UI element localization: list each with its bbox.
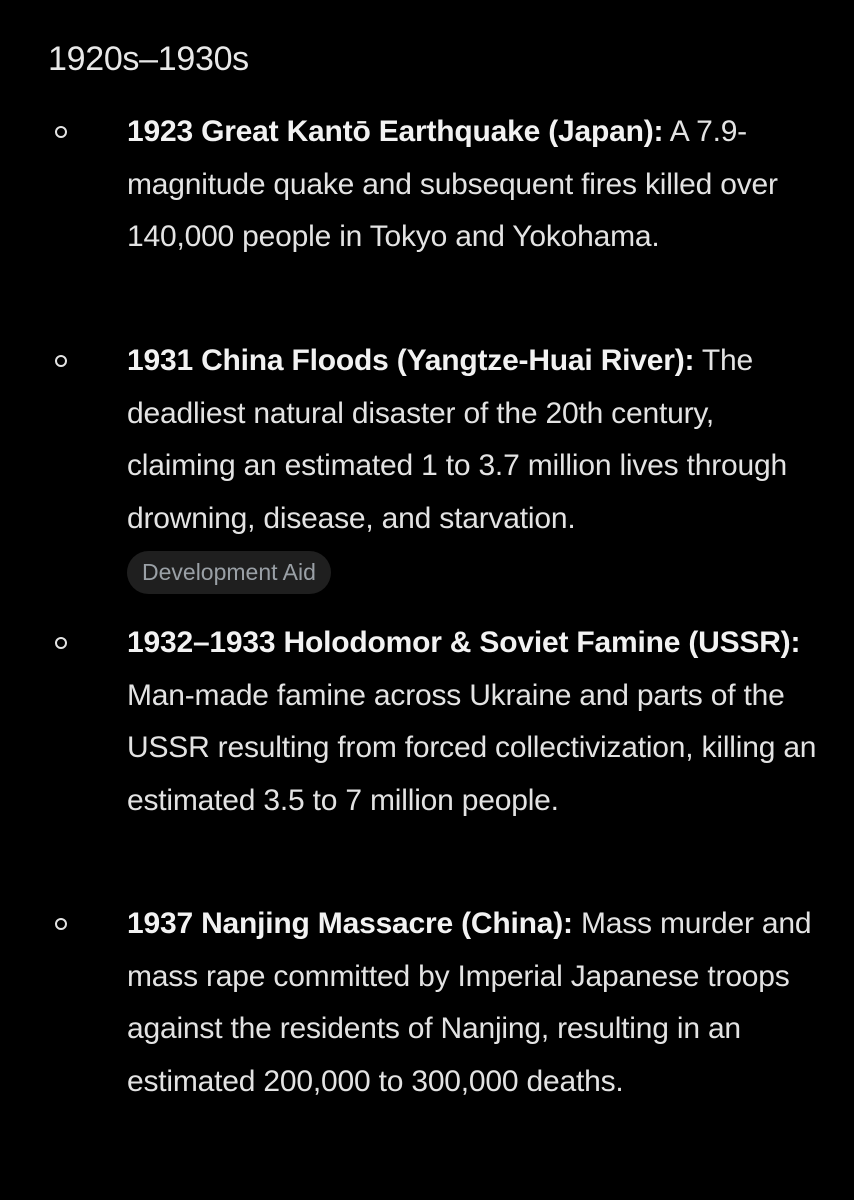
entry-title: 1937 Nanjing Massacre (China): xyxy=(127,907,573,940)
section-heading: 1920s–1930s xyxy=(48,40,249,78)
entry-title: 1932–1933 Holodomor & Soviet Famine (USSR): xyxy=(127,626,801,659)
entry-text xyxy=(127,106,817,264)
entry-body: Man-made famine across Ukraine and parts of the USSR resulting from forced collectivization, killing an estimated 3.5 to 7 million people. xyxy=(127,678,817,817)
entry-title: 1931 China Floods (Yangtze-Huai River): xyxy=(127,344,695,377)
entry-text xyxy=(127,335,817,545)
entry-text xyxy=(127,898,817,1108)
hollow-circle-bullet-icon xyxy=(55,918,67,930)
entry-body: The deadliest natural disaster of the 20th century, claiming an estimated 1 to 3.7 million lives through drowning, disease, and starvation. xyxy=(127,344,787,535)
entry-body: A 7.9-magnitude quake and subsequent fires killed over 140,000 people in Tokyo and Yokohama. xyxy=(127,115,778,253)
hollow-circle-bullet-icon xyxy=(55,637,67,649)
entry-text xyxy=(127,617,817,827)
entry-body: Mass murder and mass rape committed by Imperial Japanese troops against the residents of Nanjing, resulting in an estimated 200,000 to 300,000 deaths. xyxy=(127,907,812,1098)
entry-title: 1923 Great Kantō Earthquake (Japan): xyxy=(127,115,664,148)
hollow-circle-bullet-icon xyxy=(55,126,67,138)
hollow-circle-bullet-icon xyxy=(55,355,67,367)
source-chip-development-aid[interactable]: Development Aid xyxy=(127,551,331,594)
